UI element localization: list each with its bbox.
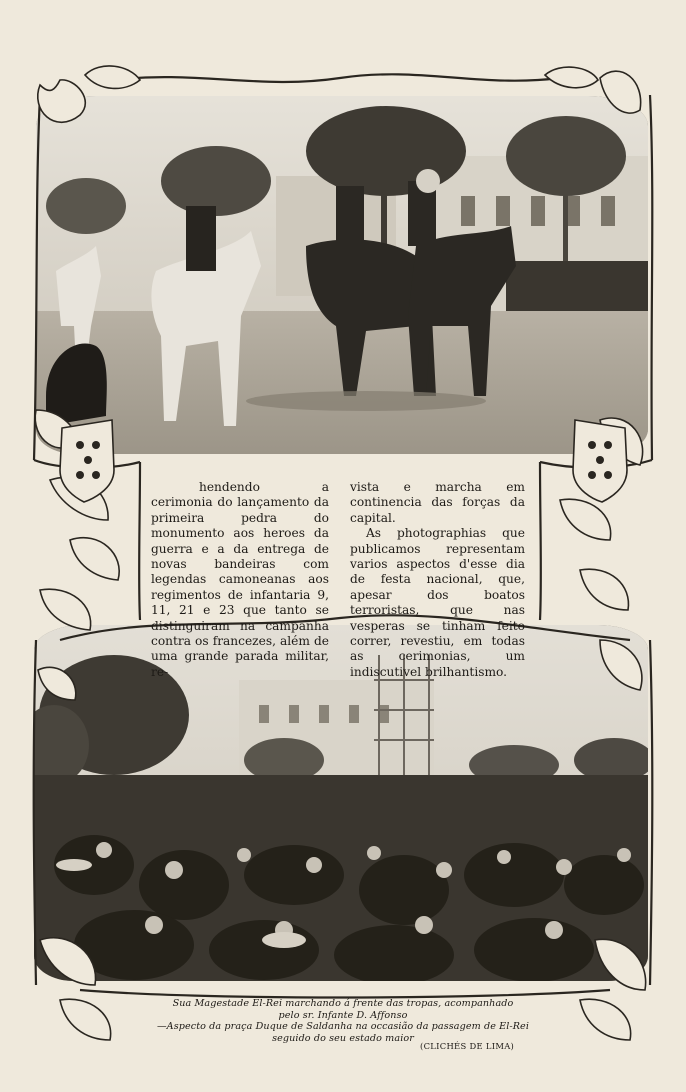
photo-captions — [110, 998, 576, 1044]
article-left-paragraph: hendendo a cerimonia do lançamento da primeira pedra do monumento aos heroes da guerra e a da entrega de novas bandeiras com legendas camoneanas aos regimentos de infantaria 9, 11, 21 e 23 que tanto se distinguiram na campanha contra os francezes, além de uma grande parada militar, re- — [151, 480, 329, 679]
caption-line-1: Sua Magestade El-Rei marchando á frente das tropas, acompanhado — [172, 998, 514, 1009]
caption-line-2: pelo sr. Infante D. Affonso — [278, 1009, 408, 1021]
article-right-paragraph-2: As photographias que publicamos representam varios aspectos d'esse dia de festa nacional, que, apesar dos boatos terroristas, que nas vesperas se tinham feito correr, revestiu, em todas as cerimonias, um indiscutivel brilhantismo. — [350, 526, 525, 679]
article-left-column — [151, 480, 329, 680]
article-right-paragraph-1: vista e marcha em continencia das forças da capital. — [350, 480, 525, 525]
photo-credit: (CLICHÉS DE LIMA) — [420, 1041, 515, 1051]
caption-line-3: —Aspecto da praça Duque de Saldanha na occasião da passagem de El-Rei — [156, 1021, 530, 1033]
article-right-column — [350, 480, 525, 680]
caption-line-4: seguido do seu estado maior — [272, 1032, 414, 1044]
coat-of-arms-shields — [60, 420, 627, 502]
